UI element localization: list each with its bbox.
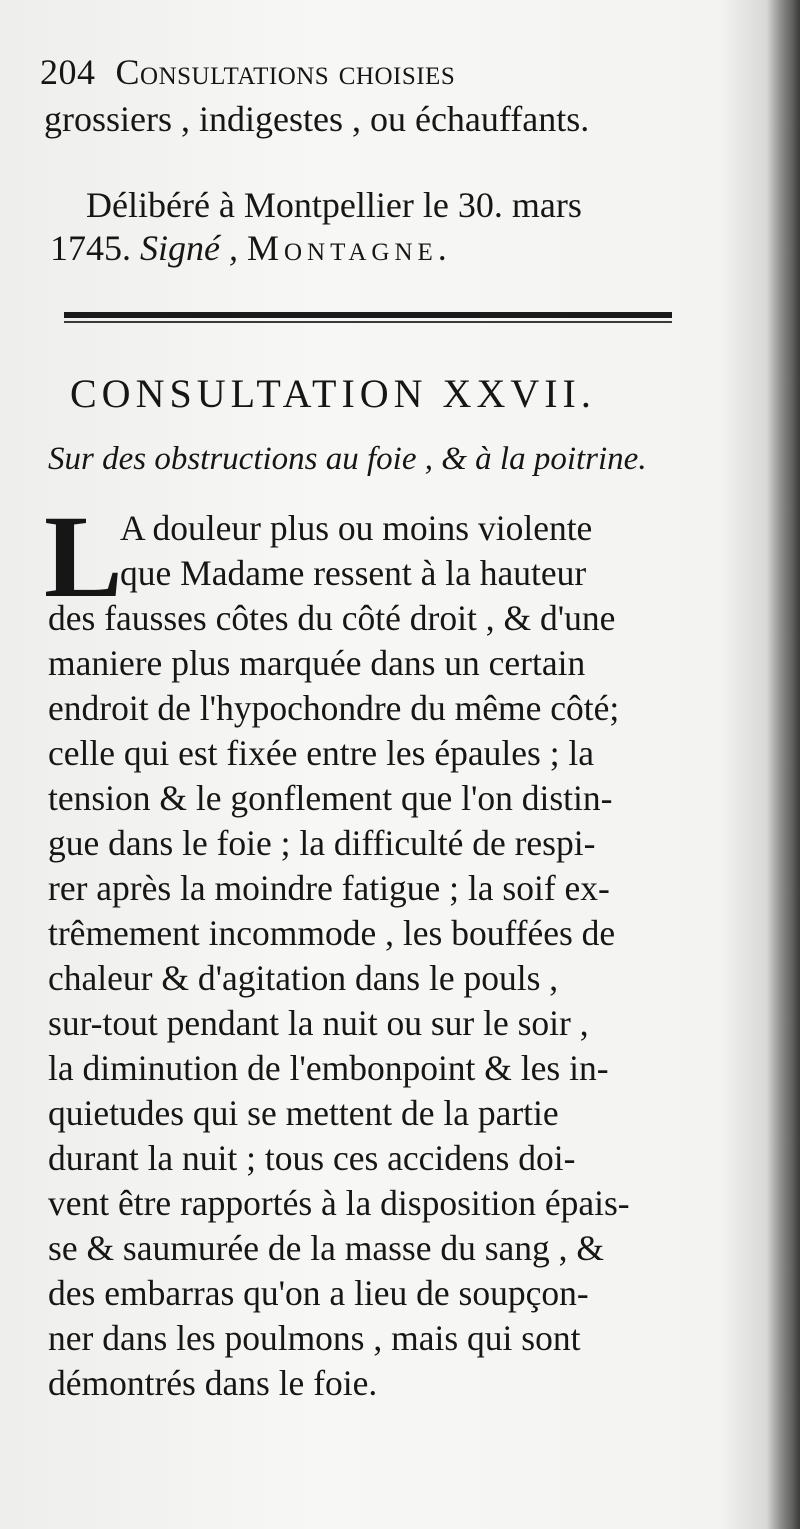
body-text-line: maniere plus marquée dans un certain bbox=[48, 643, 586, 683]
signatory-name: Montagne. bbox=[246, 228, 452, 268]
body-text-line: ner dans les poulmons , mais qui sont bbox=[48, 1318, 581, 1358]
body-text-line: tension & le gonflement que l'on distin- bbox=[48, 778, 613, 818]
signature-signed-word: Signé , bbox=[140, 228, 238, 268]
body-text-line: la diminution de l'embonpoint & les in- bbox=[48, 1048, 609, 1088]
body-text-line: vent être rapportés à la disposition épais- bbox=[48, 1183, 630, 1223]
page-number: 204 bbox=[40, 52, 96, 92]
body-text-line: sur-tout pendant la nuit ou sur le soir , bbox=[48, 1003, 589, 1043]
body-text-line: quietudes qui se mettent de la partie bbox=[48, 1093, 559, 1133]
consultation-subtitle: Sur des obstructions au foie , & à la poitrine. bbox=[48, 441, 647, 477]
body-text-line: celle qui est fixée entre les épaules ; la bbox=[48, 733, 595, 773]
running-head bbox=[40, 48, 680, 96]
signature-date: 1745. bbox=[50, 228, 131, 268]
body-text-line: gue dans le foie ; la difficulté de respi- bbox=[48, 823, 596, 863]
running-head-title: Consultations choisies bbox=[115, 52, 456, 92]
deliberation-line: Délibéré à Montpellier le 30. mars bbox=[86, 185, 582, 225]
body-text-line: des embarras qu'on a lieu de soupçon- bbox=[48, 1273, 589, 1313]
previous-text-last-line: grossiers , indigestes , ou échauffants. bbox=[44, 99, 590, 139]
body-text-line: chaleur & d'agitation dans le pouls , bbox=[48, 958, 559, 998]
body-text-line: que Madame ressent à la hauteur bbox=[120, 553, 587, 593]
page-gutter-shadow bbox=[766, 0, 800, 1529]
consultation-heading: CONSULTATION XXVII. bbox=[70, 371, 596, 416]
body-text-line: se & saumurée de la masse du sang , & bbox=[48, 1228, 605, 1268]
body-text-line: endroit de l'hypochondre du même côté; bbox=[48, 688, 620, 728]
section-divider-rule bbox=[64, 312, 672, 323]
body-text-line: trêmement incommode , les bouffées de bbox=[48, 913, 616, 953]
body-text-line: durant la nuit ; tous ces accidens doi- bbox=[48, 1138, 576, 1178]
signature-line bbox=[50, 225, 452, 271]
drop-cap: L bbox=[44, 491, 123, 622]
body-text-line: A douleur plus ou moins violente bbox=[120, 508, 593, 548]
body-text-line: des fausses côtes du côté droit , & d'une bbox=[48, 598, 616, 638]
body-text-line: rer après la moindre fatigue ; la soif ex- bbox=[48, 868, 610, 908]
body-text-line: démontrés dans le foie. bbox=[48, 1363, 378, 1403]
